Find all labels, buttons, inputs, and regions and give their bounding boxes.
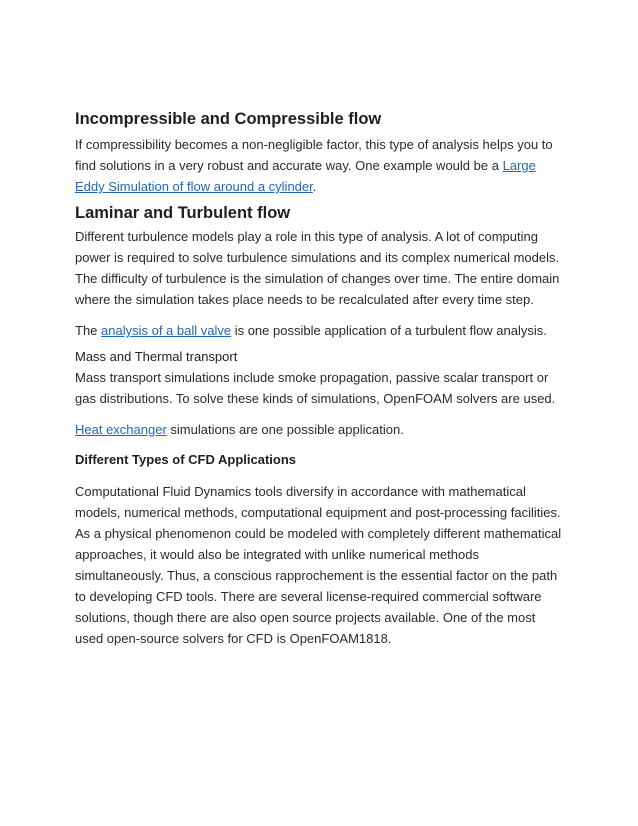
heading-incompressible-compressible: Incompressible and Compressible flow [75, 110, 382, 128]
paragraph-mass-transport: Mass transport simulations include smoke propagation, passive scalar transport or gas distributions. To solve these kinds of simulations, OpenFOAM solvers are used. [75, 370, 556, 406]
link-heat-exchanger[interactable]: Heat exchanger [75, 422, 167, 437]
paragraph-ball-valve [75, 320, 567, 341]
link-ball-valve-analysis[interactable]: analysis of a ball valve [101, 323, 232, 338]
paragraph-heat-exchanger [75, 419, 567, 440]
compressibility-text-end: . [312, 179, 317, 194]
ball-valve-prefix: The [75, 323, 102, 338]
heading-cfd-application-types: Different Types of CFD Applications [75, 452, 297, 467]
link-large-eddy-simulation[interactable]: Large Eddy Simulation of flow around a cylinder [75, 158, 536, 194]
ball-valve-suffix: is one possible application of a turbulent flow analysis. [231, 323, 547, 338]
compressibility-text: If compressibility becomes a non-negligible factor, this type of analysis helps you to find solutions in a very robust and accurate way. One example would be a [75, 137, 553, 173]
paragraph-cfd-tools: Computational Fluid Dynamics tools diversify in accordance with mathematical models, numerical methods, computational equipment and post-processing facilities. As a physical phenomenon could be modeled with completely different mathematical approaches, it would also be integrated with unlike numerical methods simultaneously. Thus, a conscious rapprochement is the essential factor on the path to developing CFD tools. There are several license-required commercial software solutions, though there are also open source projects available. One of the most used open-source solvers for CFD is OpenFOAM1818. [75, 484, 562, 646]
paragraph-turbulence: Different turbulence models play a role in this type of analysis. A lot of computing power is required to solve turbulence simulations and its complex numerical models. The difficulty of turbulence is the simulation of changes over time. The entire domain where the simulation takes place needs to be recalculated after every time step. [75, 229, 560, 307]
heading-laminar-turbulent: Laminar and Turbulent flow [75, 204, 291, 222]
paragraph-compressibility [75, 134, 567, 197]
document-page [75, 108, 567, 649]
heat-exchanger-suffix: simulations are one possible application. [166, 422, 404, 437]
heading-mass-thermal-transport: Mass and Thermal transport [75, 349, 238, 364]
